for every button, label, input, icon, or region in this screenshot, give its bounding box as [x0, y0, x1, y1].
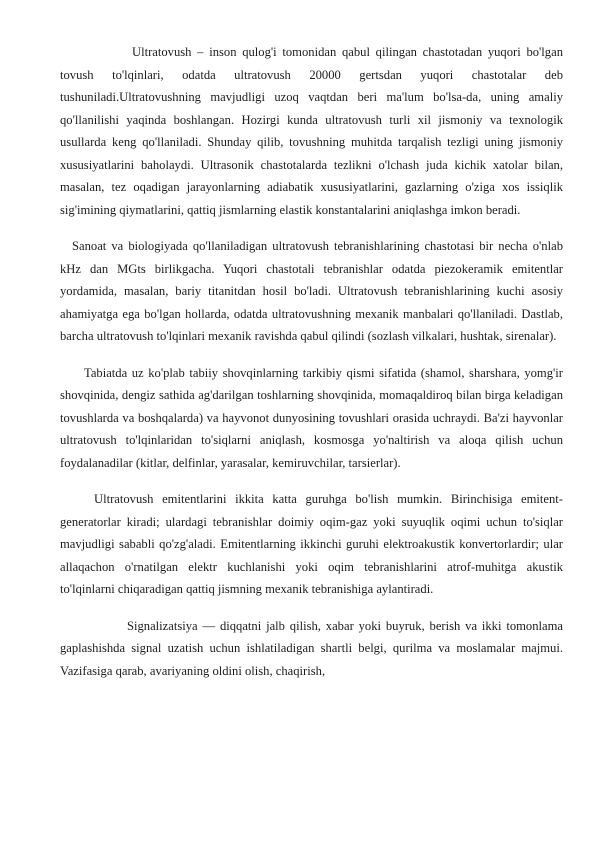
paragraph-industrial-frequencies: Sanoat va biologiyada qo'llaniladigan ultratovush tebranishlarining chastotasi bir necha o'nlab kHz dan MGts birlikgacha. Yuqori chastotali tebranishlar odatda piezokeramik emitentlar yordamida, masalan, bariy titanitdan hosil bo'ladi. Ultratovush tebranishlarining kuchi asosiy ahamiyatga ega bo'lgan hollarda, odatda ultratovushning mexanik manbalari qo'llaniladi. Dastlab, barcha ultratovush to'lqinlari mexanik ravishda qabul qilindi (sozlash vilkalari, hushtak, sirenalar). [60, 239, 563, 343]
paragraph-signalization: Signalizatsiya — diqqatni jalb qilish, xabar yoki buyruk, berish va ikki tomonlama gaplashishda signal uzatish uchun ishlatiladigan shartli belgi, qurilma va moslamalar majmui. Vazifasiga qarab, avariyaning oldini olish, chaqirish, [60, 618, 563, 678]
paragraph-nature-sources: Tabiatda uz ko'plab tabiiy shovqinlarning tarkibiy qismi sifatida (shamol, sharshara, yomg'ir shovqinida, dengiz sathida ag'darilgan toshlarning shovqinida, momaqaldiroq bilan birga keladigan tovushlarda va boshqalarda) va hayvonot dunyosining tovushlari orasida uchraydi. Ba'zi hayvonlar ultratovush to'lqinlaridan to'siqlarni aniqlash, kosmosga yo'naltirish va aloqa qilish uchun foydalanadilar (kitlar, delfinlar, yarasalar, kemiruvchilar, tarsierlar). [60, 365, 563, 470]
paragraph-emitter-groups: Ultratovush emitentlarini ikkita katta guruhga bo'lish mumkin. Birinchisiga emitent-generatorlar kiradi; ulardagi tebranishlar doimiy oqim-gaz yoki suyuqlik oqimi uchun to'siqlar mavjudligi sababli qo'zg'aladi. Emitentlarning ikkinchi guruhi elektroakustik konvertorlardir; ular allaqachon o'rnatilgan elektr kuchlanishi yoki oqim tebranishlarini atrof-muhitga akustik to'lqinlarni chiqaradigan qattiq jismning mexanik tebranishiga aylantiradi. [60, 492, 563, 596]
paragraph-ultrasound-definition: Ultratovush – inson qulog'i tomonidan qabul qilingan chastotadan yuqori bo'lgan tovush to'lqinlari, odatda ultratovush 20000 gertsdan yuqori chastotalar deb tushuniladi.Ultratovushning mavjudligi uzoq vaqtdan beri ma'lum bo'lsa-da, uning amaliy qo'llanilishi yaqinda boshlangan. Hozirgi kunda ultratovush turli xil jismoniy va texnologik usullarda keng qo'llaniladi. Shunday qilib, tovushning muhitda tarqalish tezligi uning jismoniy xususiyatlarini baholaydi. Ultrasonik chastotalarda tezlikni o'lchash juda kichik xatolar bilan, masalan, tez oqadigan jarayonlarning adiabatik xususiyatlarini, gazlarning o'ziga xos issiqlik sig'imining qiymatlarini, qattiq jismlarning elastik konstantalarini aniqlashga imkon beradi. [60, 45, 563, 217]
document-body [60, 41, 563, 696]
